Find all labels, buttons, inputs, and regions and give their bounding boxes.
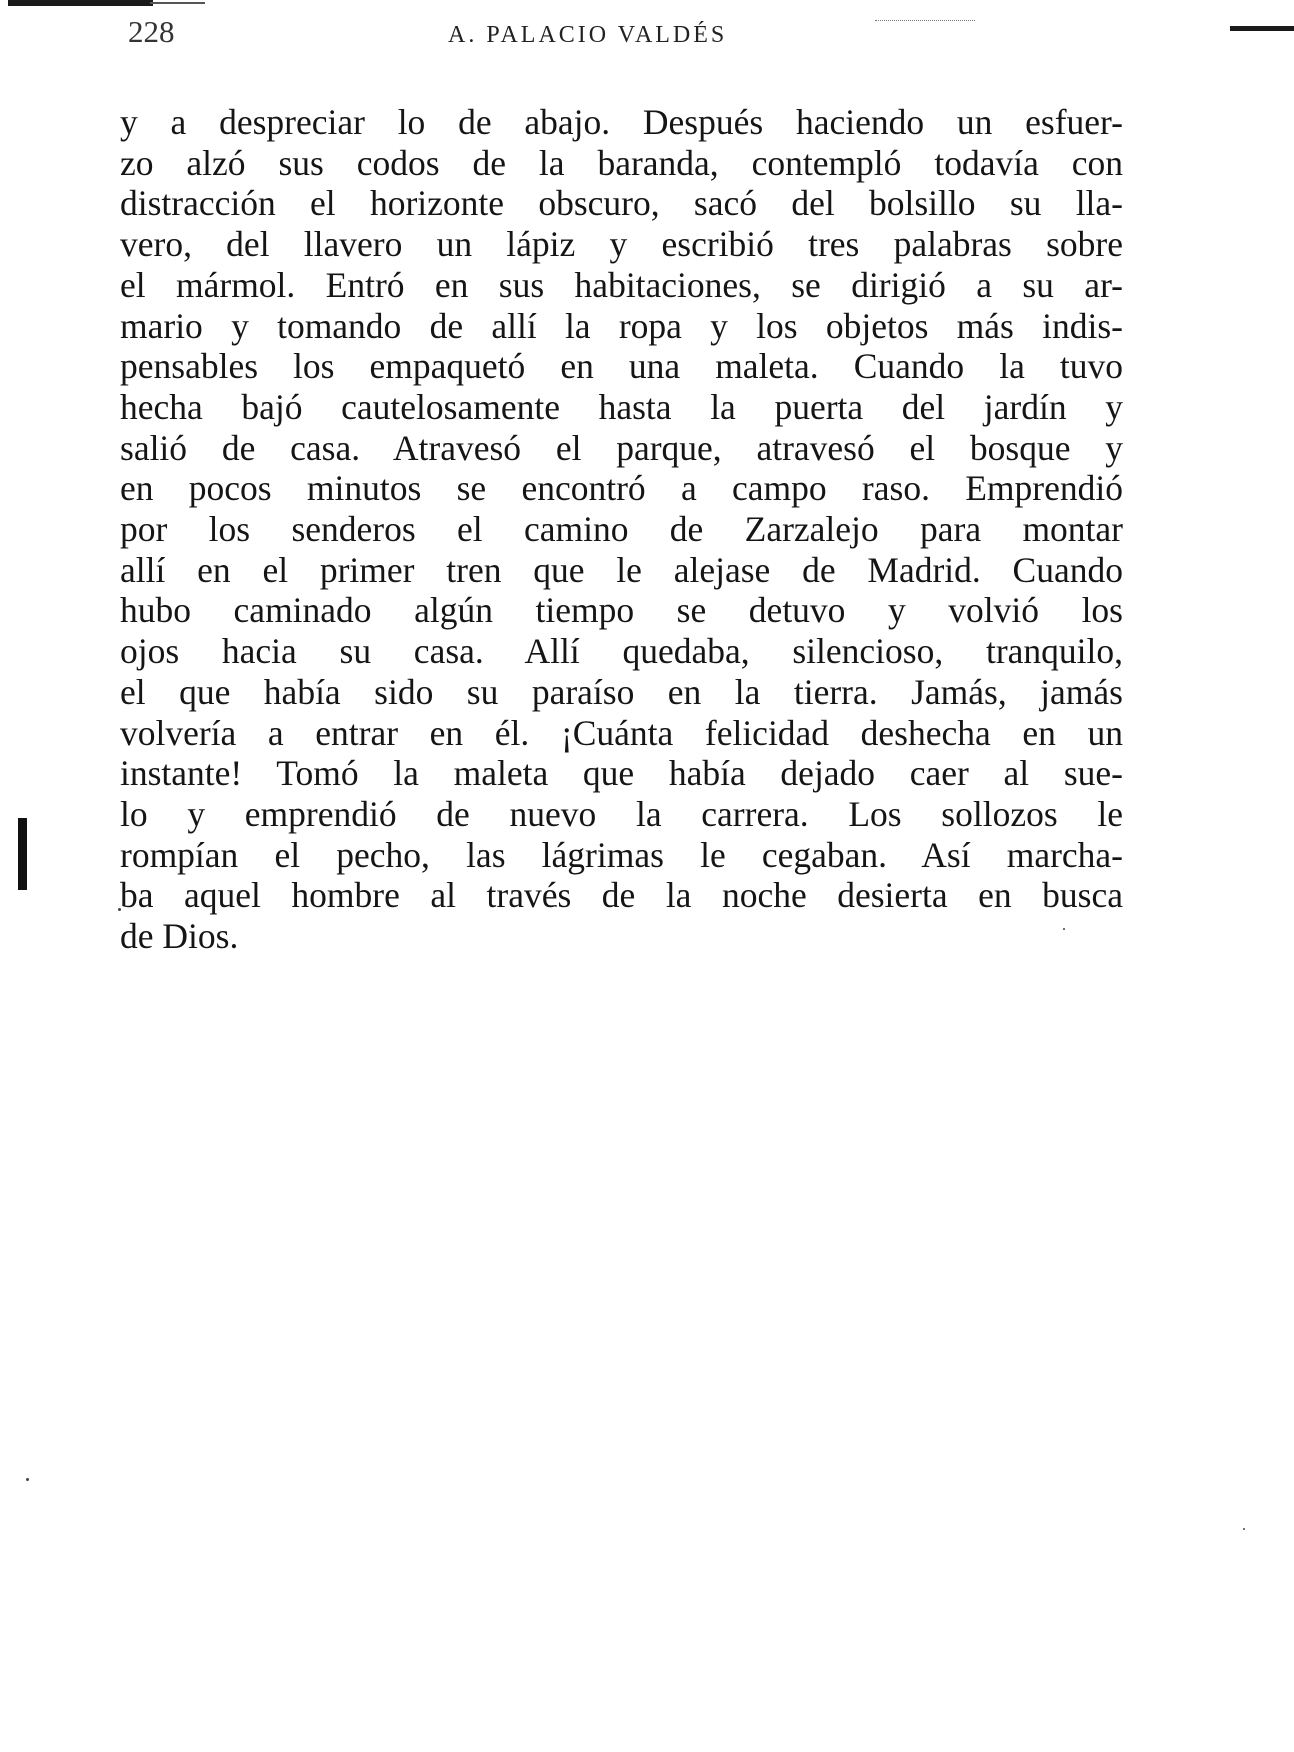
text-line: ojos hacia su casa. Allí quedaba, silencioso, tranquilo, <box>120 631 1123 672</box>
text-line: pensables los empaquetó en una maleta. Cuando la tuvo <box>120 346 1123 387</box>
text-line: el mármol. Entró en sus habitaciones, se dirigió a su ar- <box>120 264 1123 305</box>
text-line: allí en el primer tren que le alejase de Madrid. Cuando <box>120 549 1123 590</box>
text-line: mario y tomando de allí la ropa y los objetos más indis- <box>120 305 1123 346</box>
header-author: A. PALACIO VALDÉS <box>448 22 728 48</box>
text-line: hecha bajó cautelosamente hasta la puerta del jardín y <box>120 386 1123 427</box>
scan-artifact-right <box>1230 26 1294 31</box>
scan-speck <box>26 1478 29 1481</box>
text-line: vero, del llavero un lápiz y escribió tres palabras sobre <box>120 224 1123 265</box>
text-line: hubo caminado algún tiempo se detuvo y volvió los <box>120 590 1123 631</box>
text-line: volvería a entrar en él. ¡Cuánta felicidad deshecha en un <box>120 712 1123 753</box>
scan-artifact-left <box>18 818 27 890</box>
text-line: salió de casa. Atravesó el parque, atravesó el bosque y <box>120 427 1123 468</box>
text-line: y a despreciar lo de abajo. Después haciendo un esfuer- <box>120 102 1123 142</box>
body-paragraph <box>120 102 1123 957</box>
text-line: instante! Tomó la maleta que había dejado caer al sue- <box>120 753 1123 794</box>
text-line: lo y emprendió de nuevo la carrera. Los sollozos le <box>120 793 1123 834</box>
text-line: de Dios. <box>120 916 239 957</box>
text-line: por los senderos el camino de Zarzalejo para montar <box>120 509 1123 550</box>
scan-speck <box>1243 1528 1245 1530</box>
text-line: rompían el pecho, las lágrimas le cegaban. Así marcha- <box>120 834 1123 875</box>
text-line: ba aquel hombre al través de la noche desierta en busca <box>120 875 1123 916</box>
text-line: zo alzó sus codos de la baranda, contempló todavía con <box>120 142 1123 183</box>
text-line: en pocos minutos se encontró a campo raso. Emprendió <box>120 468 1123 509</box>
running-header <box>128 14 1008 54</box>
page-number: 228 <box>128 14 175 49</box>
scan-artifact-top-thin <box>150 2 205 4</box>
text-line: distracción el horizonte obscuro, sacó del bolsillo su lla- <box>120 183 1123 224</box>
scan-artifact-top <box>8 0 153 6</box>
text-line: el que había sido su paraíso en la tierra. Jamás, jamás <box>120 671 1123 712</box>
